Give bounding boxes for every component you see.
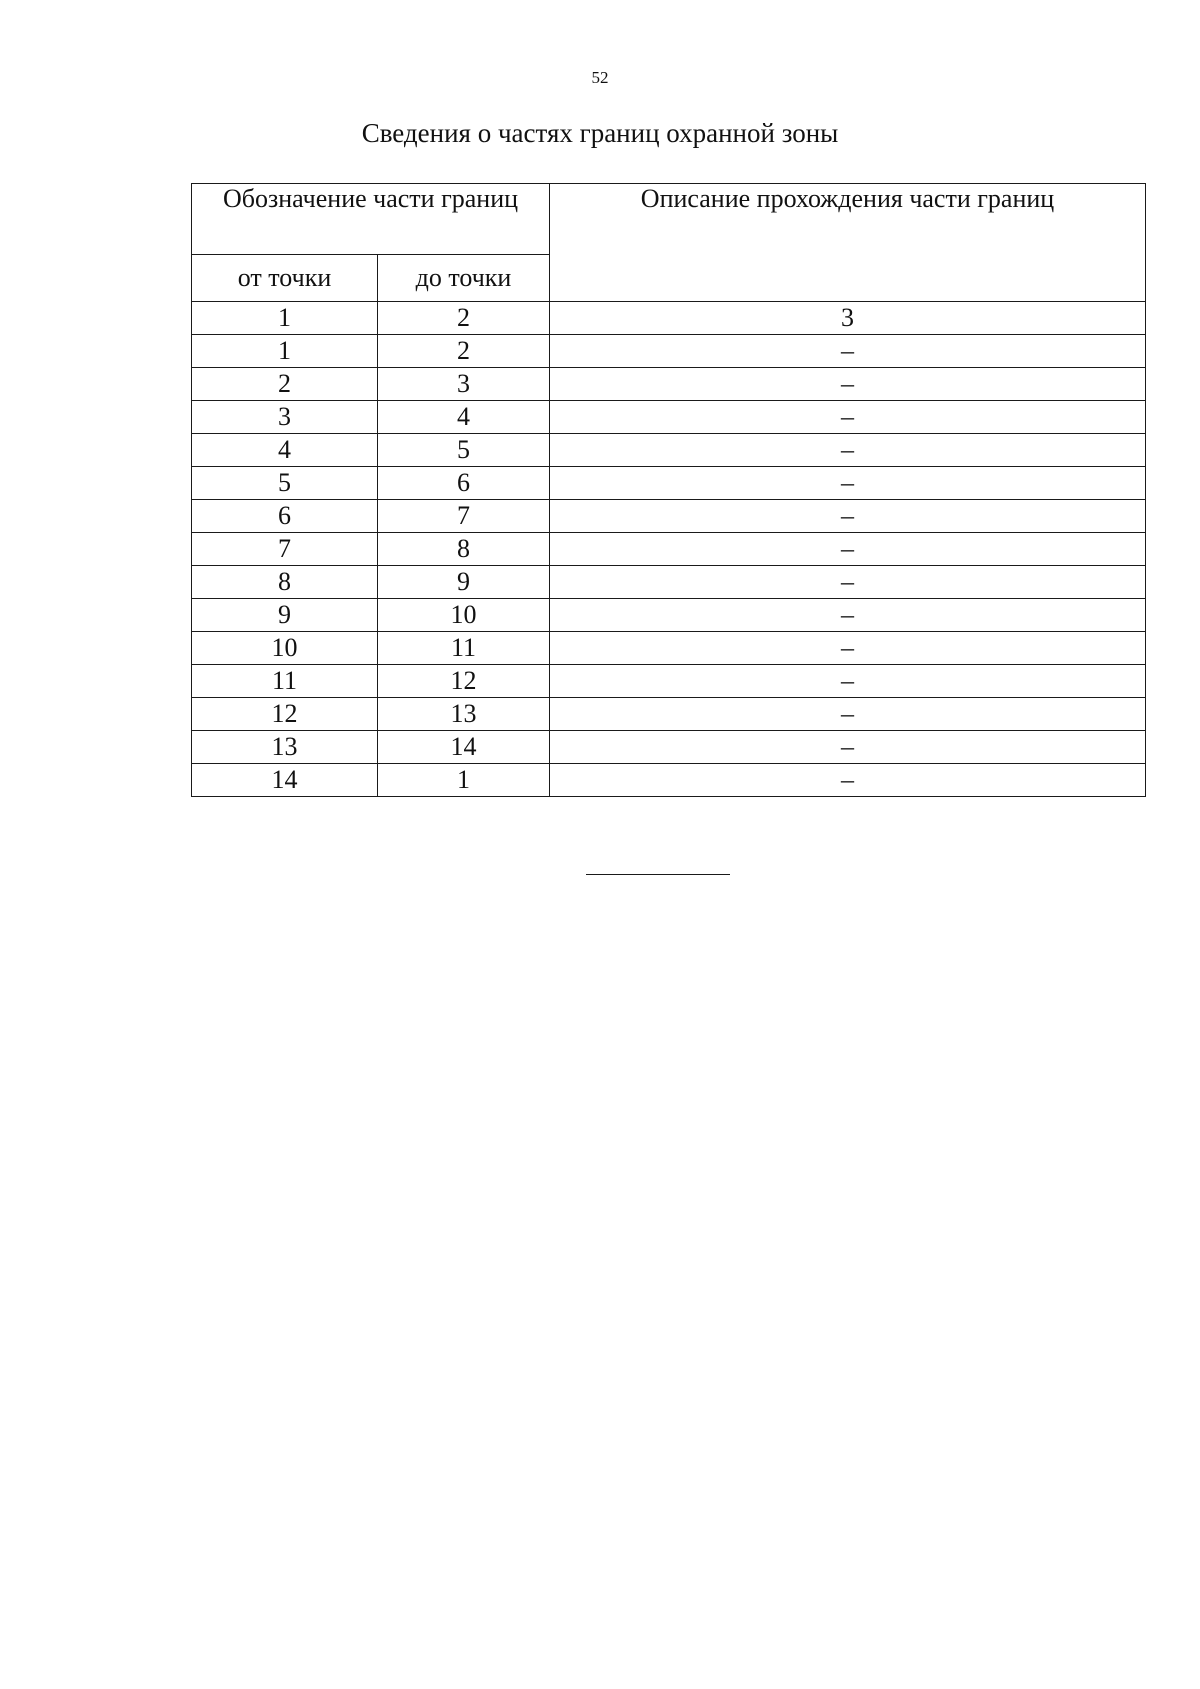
cell-to: 1 [378, 764, 550, 797]
table-row [192, 368, 1146, 401]
header-to-point: до точки [378, 255, 550, 302]
cell-to: 10 [378, 599, 550, 632]
cell-from: 12 [192, 698, 378, 731]
table-row [192, 467, 1146, 500]
cell-description: – [550, 368, 1146, 401]
cell-from: 4 [192, 434, 378, 467]
header-from-point: от точки [192, 255, 378, 302]
table-row [192, 335, 1146, 368]
cell-from: 8 [192, 566, 378, 599]
cell-from: 14 [192, 764, 378, 797]
cell-to: 11 [378, 632, 550, 665]
boundary-parts-table [191, 183, 1146, 797]
table-row [192, 533, 1146, 566]
table-row [192, 599, 1146, 632]
cell-description: – [550, 467, 1146, 500]
cell-to: 14 [378, 731, 550, 764]
cell-to: 7 [378, 500, 550, 533]
cell-description: – [550, 764, 1146, 797]
end-separator-line [586, 874, 730, 875]
cell-description: – [550, 335, 1146, 368]
cell-description: – [550, 665, 1146, 698]
cell-to: 2 [378, 302, 550, 335]
cell-from: 9 [192, 599, 378, 632]
header-designation: Обозначение части границ [192, 184, 550, 255]
cell-from: 1 [192, 302, 378, 335]
table-row [192, 698, 1146, 731]
cell-from: 11 [192, 665, 378, 698]
cell-from: 10 [192, 632, 378, 665]
header-description: Описание прохождения части границ [550, 184, 1146, 302]
cell-to: 6 [378, 467, 550, 500]
cell-description: – [550, 632, 1146, 665]
cell-to: 2 [378, 335, 550, 368]
cell-description: – [550, 533, 1146, 566]
cell-to: 3 [378, 368, 550, 401]
cell-to: 5 [378, 434, 550, 467]
table-row [192, 731, 1146, 764]
table-row [192, 434, 1146, 467]
cell-to: 9 [378, 566, 550, 599]
page-title: Сведения о частях границ охранной зоны [361, 118, 839, 148]
cell-description: – [550, 599, 1146, 632]
cell-to: 13 [378, 698, 550, 731]
cell-from: 3 [192, 401, 378, 434]
cell-from: 13 [192, 731, 378, 764]
table-row [192, 632, 1146, 665]
cell-description: – [550, 566, 1146, 599]
cell-description: 3 [550, 302, 1146, 335]
cell-from: 1 [192, 335, 378, 368]
cell-to: 12 [378, 665, 550, 698]
cell-to: 8 [378, 533, 550, 566]
table-row [192, 665, 1146, 698]
table-row [192, 764, 1146, 797]
cell-from: 5 [192, 467, 378, 500]
cell-from: 7 [192, 533, 378, 566]
cell-description: – [550, 698, 1146, 731]
cell-description: – [550, 401, 1146, 434]
cell-description: – [550, 500, 1146, 533]
cell-to: 4 [378, 401, 550, 434]
table-row [192, 302, 1146, 335]
table-row [192, 566, 1146, 599]
table-row [192, 401, 1146, 434]
cell-description: – [550, 731, 1146, 764]
cell-description: – [550, 434, 1146, 467]
table-row [192, 500, 1146, 533]
cell-from: 2 [192, 368, 378, 401]
cell-from: 6 [192, 500, 378, 533]
page-number: 52 [591, 68, 609, 87]
